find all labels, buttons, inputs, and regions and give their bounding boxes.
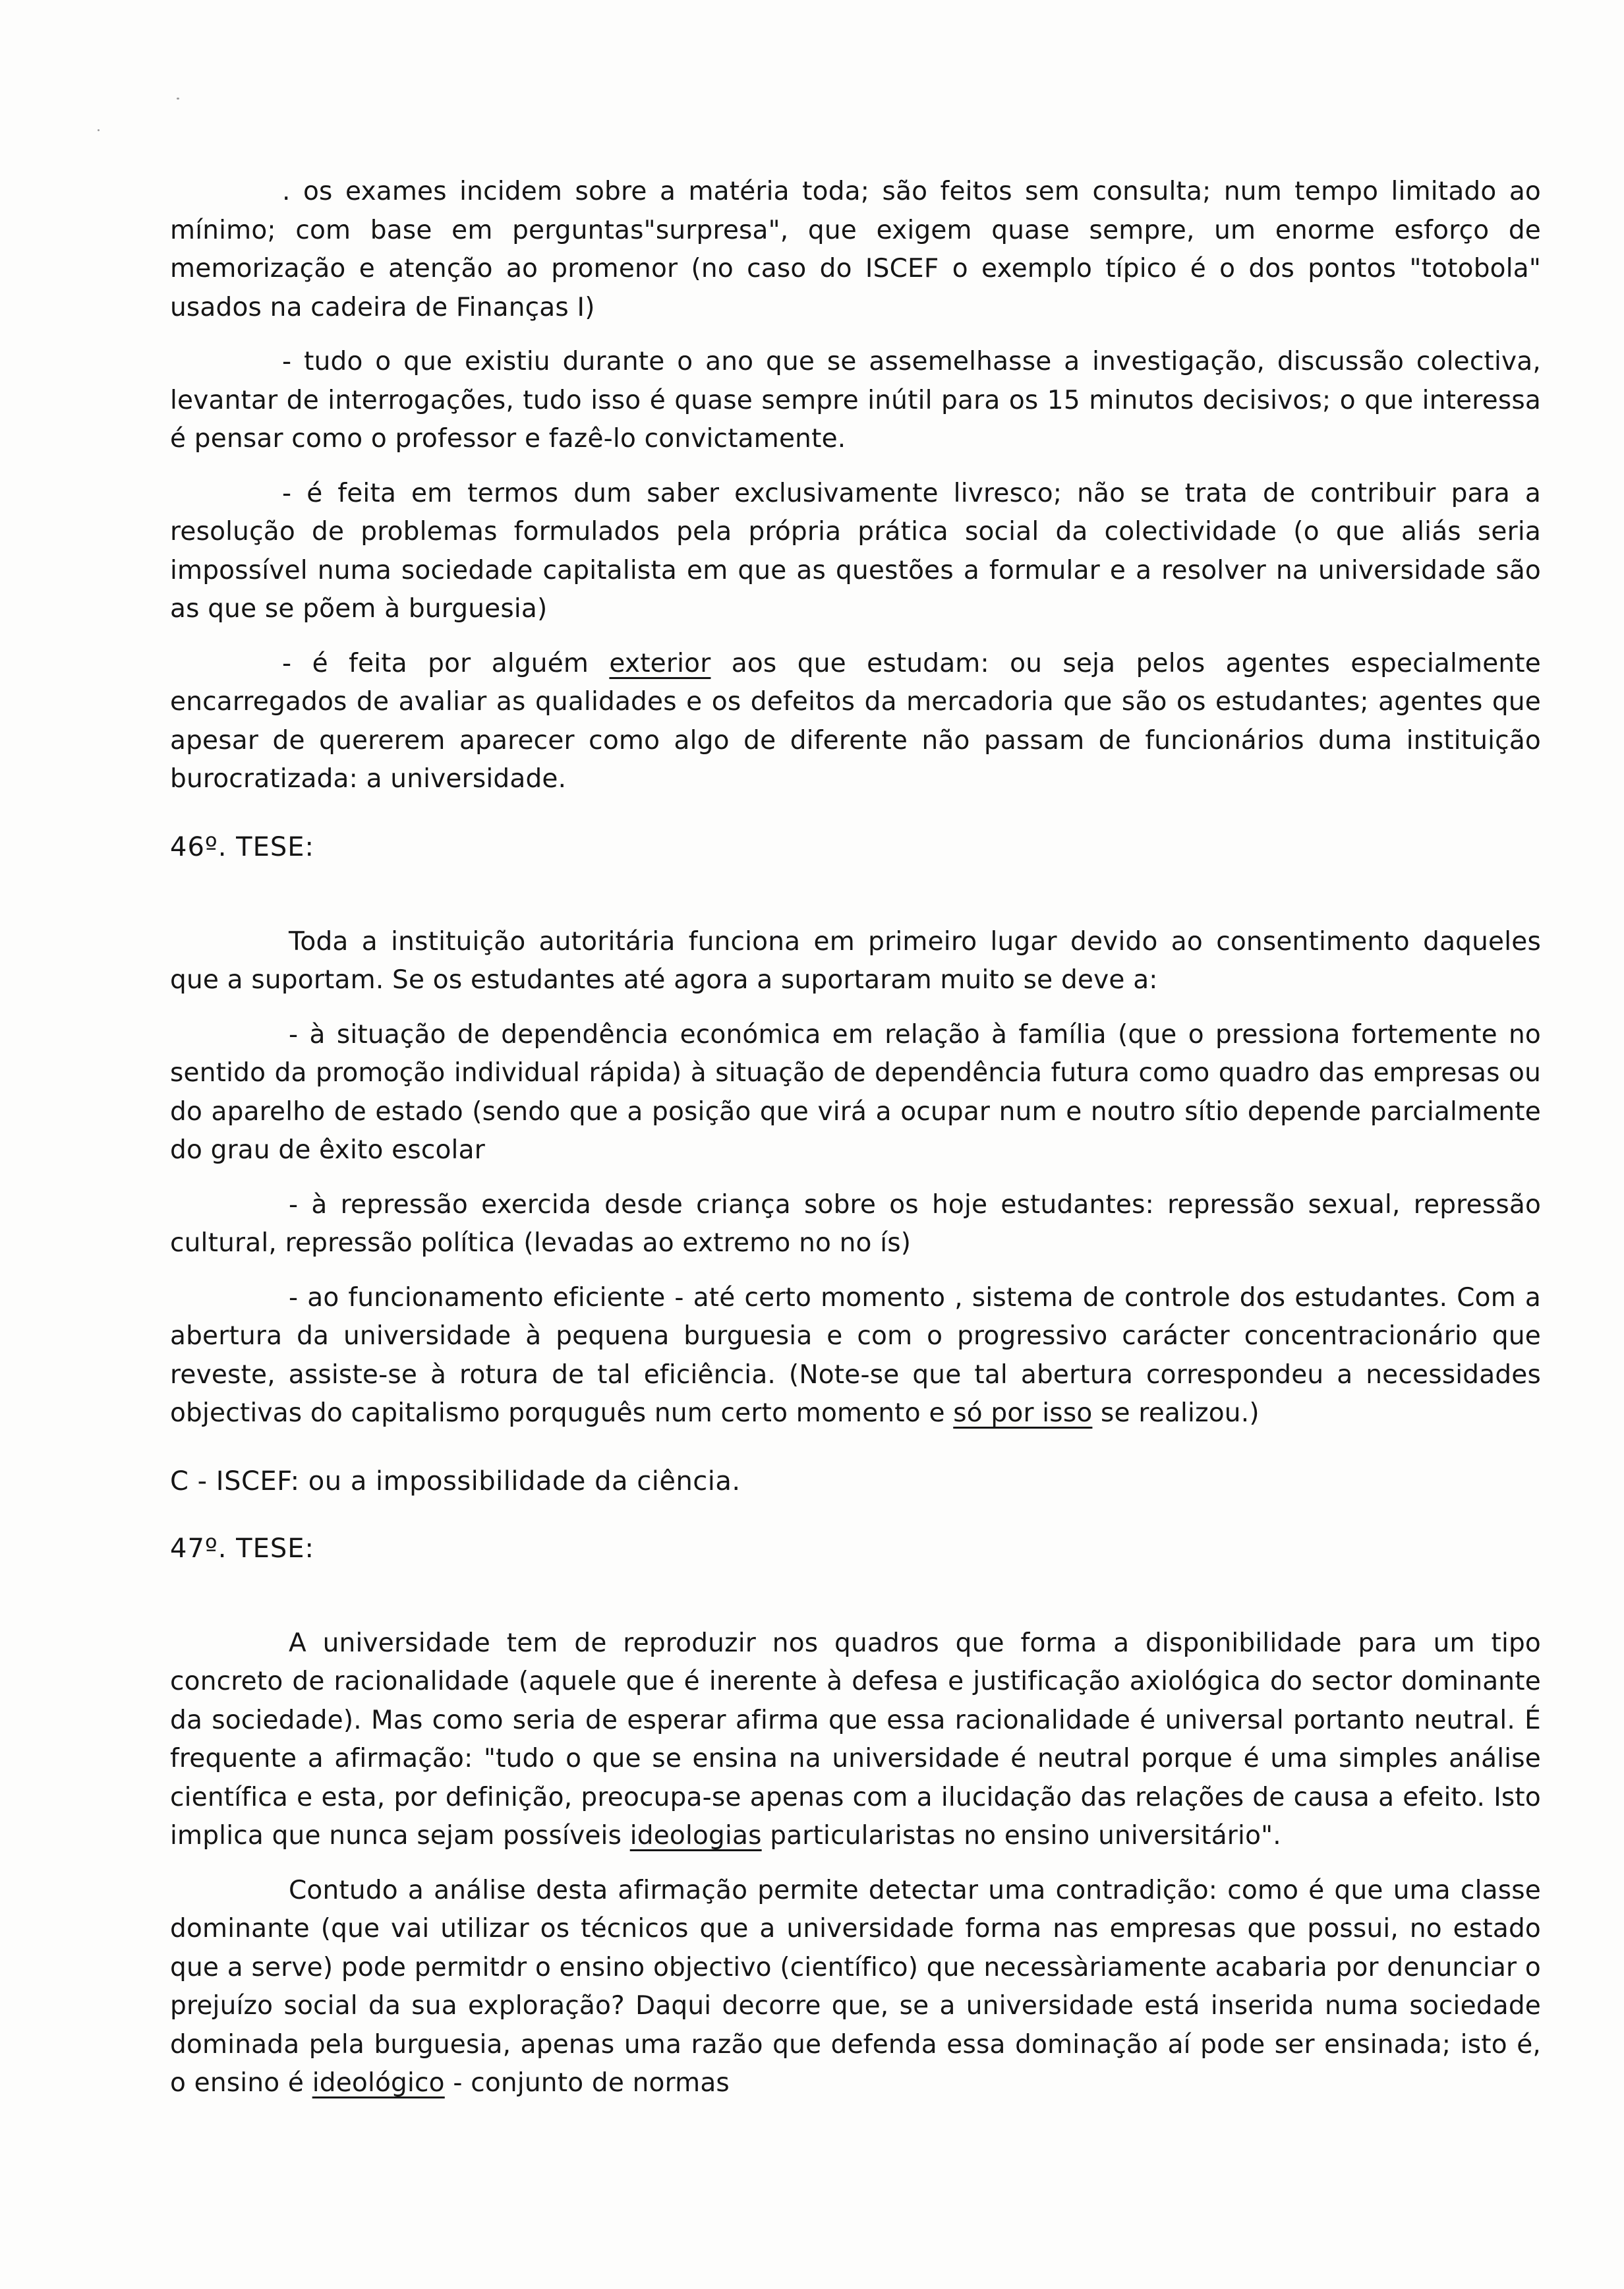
scan-speck: [98, 129, 100, 131]
text-run: particularistas no ensino universitário".: [761, 1821, 1281, 1851]
text-run: A universidade tem de reproduzir nos quadros que forma a disponibilidade para um tipo concreto de racionalidade (aquele que é inerente à defesa e justificação axiológica do sector dominante da sociedade). Mas como seria de esperar afirma que essa racionalidade é universal portanto neutral. É frequente a afirmação: "tudo o que se ensina na universidade é neutral porque é uma simples análise científica e esta, por definição, preocupa-se apenas com a ilucidação das relações de causa a efeito. Isto implica que nunca sejam possíveis: [170, 1628, 1541, 1851]
paragraph-useless-investigation: - tudo o que existiu durante o ano que se assemelhasse a investigação, discussão colectiva, levantar de interrogações, tudo isso é quase sempre inútil para os 15 minutos decisivos; o que interessa é pensar como o professor e fazê-lo convictamente.: [170, 347, 1541, 454]
paragraph-exterior: [170, 645, 1541, 799]
paragraph-livresco: - é feita em termos dum saber exclusivamente livresco; não se trata de contribuir para a resolução de problemas formulados pela própria prática social da colectividade (o que aliás seria impossível numa sociedade capitalista em que as questões a formular e a resolver na universidade são as que se põem à burguesia): [170, 478, 1541, 624]
paragraph-institution: Toda a instituição autoritária funciona em primeiro lugar devido ao consentimento daqueles que a suportam. Se os estudantes até agora a suportaram muito se deve a:: [170, 926, 1541, 995]
underlined-word: ideológico: [312, 2068, 445, 2098]
underlined-word: exterior: [609, 648, 711, 678]
scan-speck: [177, 98, 179, 100]
text-run: aos que estudam: ou seja pelos agentes especialmente encarregados de avaliar as qualidades e os defeitos da mercadoria que são os estudantes; agentes que apesar de quererem aparecer como algo de diferente não passam de funcionários duma instituição burocratizada: a universidade.: [170, 648, 1541, 794]
text-run: - conjunto de normas: [444, 2068, 730, 2098]
underlined-word: ideologias: [629, 1821, 762, 1851]
section-heading-c: C - ISCEF: ou a impossibilidade da ciência.: [170, 1466, 741, 1497]
paragraph-contradiction: [170, 1872, 1541, 2103]
text-run: se realizou.): [1092, 1398, 1260, 1428]
text-run: Contudo a análise desta afirmação permite detectar uma contradição: como é que uma classe dominante (que vai utilizar os técnicos que a universidade forma nas empresas que possui, no estado que a serve) pode permitdr o ensino objectivo (científico) que necessàriamente acabaria por denunciar o prejuízo social da sua exploração? Daqui decorre que, se a universidade está inserida numa sociedade dominada pela burguesia, apenas uma razão que defenda essa dominação aí pode ser ensinada; isto é, o ensino é: [170, 1875, 1541, 2098]
paragraph-exams: . os exames incidem sobre a matéria toda; são feitos sem consulta; num tempo limitado ao mínimo; com base em perguntas"surpresa", que exigem quase sempre, um enorme esforço de memorização e atenção ao promenor (no caso do ISCEF o exemplo típico é o dos pontos "totobola" usados na cadeira de Finanças I): [170, 177, 1541, 322]
paragraph-repression: - à repressão exercida desde criança sobre os hoje estudantes: repressão sexual, repressão cultural, repressão política (levadas ao extremo no no ís): [170, 1189, 1541, 1258]
underlined-phrase: só por isso: [953, 1398, 1093, 1428]
paragraph-control: [170, 1279, 1541, 1433]
document-body: [170, 173, 1541, 2119]
paragraph-dependence: - à situação de dependência económica em relação à família (que o pressiona fortemente no sentido da promoção individual rápida) à situação de dependência futura como quadro das empresas ou do aparelho de estado (sendo que a posição que virá a ocupar num e noutro sítio depende parcialmente do grau de êxito escolar: [170, 1019, 1541, 1165]
thesis-heading-47: 47º. TESE:: [170, 1533, 315, 1564]
text-run: - ao funcionamento eficiente - até certo momento , sistema de controle dos estudantes. Com a abertura da universidade à pequena burguesia e com o progressivo carácter concentracionário que reveste, assiste-se à rotura de tal eficiência. (Note-se que tal abertura correspondeu a necessidades objectivas do capitalismo porquguês num certo momento e: [170, 1282, 1541, 1428]
text-run: - é feita por alguém: [282, 648, 610, 678]
thesis-heading-46: 46º. TESE:: [170, 831, 315, 862]
paragraph-rationality: [170, 1624, 1541, 1856]
